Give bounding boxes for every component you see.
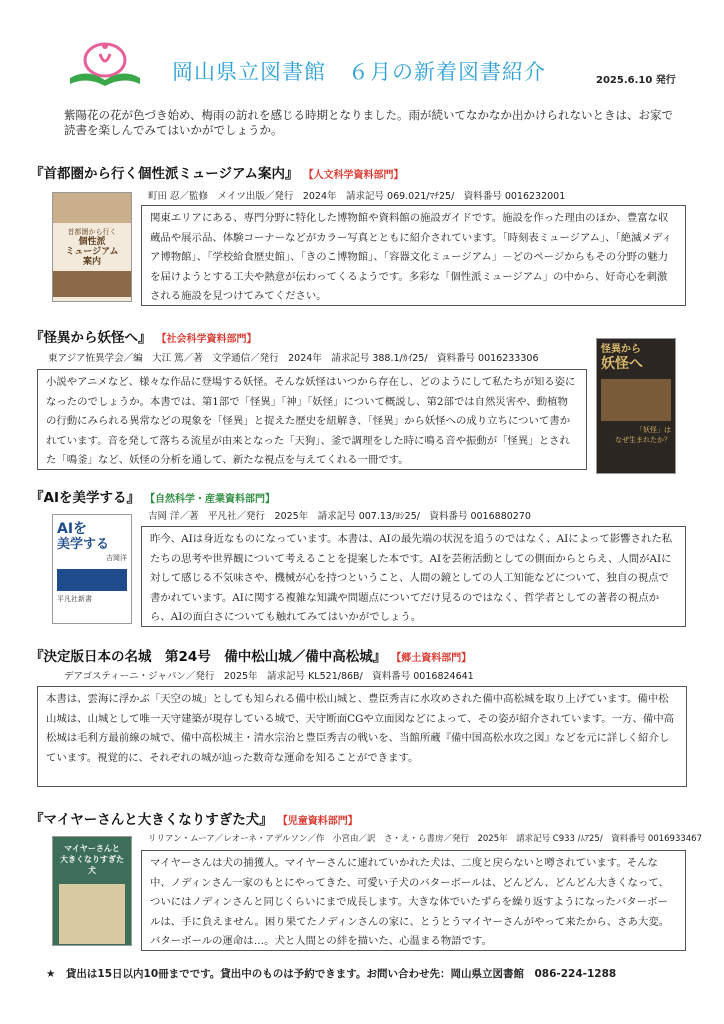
- book-1-description: 関東エリアにある、専門分野に特化した博物館や資料館の施設ガイドです。施設を作った理由のほか、豊富な収蔵品や展示品、体験コーナーなどがカラー写真とともに紹介されています。「時刻表ミュージアム」、「絶滅メディア博物館」、「学校給食歴史館」、「きのこ博物館」、「容器文化ミュージアム」－どのページからもその分野の魅力を届けようとする工夫や熱意が伝わってくるようです。多彩な「個性派ミュージアム」の中から、好奇心を刺激される施設を見つけてみてください。: [141, 205, 686, 306]
- book-5-title: 『マイヤーさんと大きくなりすぎた犬』: [30, 812, 273, 828]
- book-2-heading: [30, 326, 257, 346]
- book-3-cover-line: AIを: [57, 521, 88, 537]
- book-4-title: 『決定版日本の名城 第24号 備中松山城／備中高松城』: [30, 649, 387, 665]
- book-3-cover-line: 平凡社新書: [57, 595, 92, 603]
- book-4-dept: 【郷土資料部門】: [396, 653, 472, 664]
- book-5-cover: [52, 836, 132, 946]
- book-3-heading: [30, 486, 275, 506]
- book-1-cover-line: 案内: [82, 257, 101, 267]
- book-3-description: 昨今、AIは身近なものになっています。本書は、AIの最先端の状況を追うのではなく、AIによって影響された私たちの思考や世界観について考えることを提案した本です。AIを芸術活動としての側面からとらえ、人間がAIに対して感じる不気味さや、機械が心を持つということ、人間の鏡としての人工知能などについて、独自の視点で書かれています。AIに関する複雑な知識や問題点についてだけ見るのではなく、哲学者としての著者の視点から、AIの面白さについても触れてみてはいかがでしょう。: [141, 526, 686, 627]
- book-1-cover: [52, 192, 132, 302]
- intro-text: 紫陽花の花が色づき始め、梅雨の訪れを感じる時期となりました。雨が続いてなかなか出かけられないときは、お家で読書を楽しんでみてはいかがでしょうか。: [64, 108, 674, 137]
- book-2-cover-line: 怪異から: [601, 344, 641, 355]
- book-2-title: 『怪異から妖怪へ』: [30, 330, 152, 346]
- library-logo: [62, 38, 148, 90]
- book-4-description: 本書は、雲海に浮かぶ「天空の城」としても知られる備中松山城と、豊臣秀吉に水攻めされた備中高松城を取り上げています。備中松山城は、山城として唯一天守建築が現存している城で、天守断面CGや立面図などによって、その姿が紹介されています。一方、備中高松城は毛利方最前線の城で、備中高松城主・清水宗治と豊臣秀吉の戦いを、当館所蔵『備中国高松水攻之図』などを元に詳しく紹介しています。視覚的に、それぞれの城が辿った数奇な運命を知ることができます。: [37, 686, 687, 787]
- book-4-meta: デアゴスティーニ・ジャパン／発行 2025年 請求記号 KL521/86B/ 資料番号 0016824641: [64, 671, 474, 682]
- book-2-cover-line: 妖怪へ: [601, 356, 643, 372]
- book-2-dept: 【社会科学資料部門】: [161, 334, 257, 345]
- footer-note: ★ 貸出は15日以内10冊までです。貸出中のものは予約できます。お問い合わせ先：岡山県立図書館 086-224-1288: [46, 968, 617, 980]
- book-1-cover-line: 個性派: [78, 237, 106, 247]
- book-1-cover-line: ミュージアム: [65, 247, 119, 257]
- book-2-cover: [596, 338, 676, 474]
- book-3-cover: [52, 514, 132, 624]
- book-5-cover-line: マイヤーさんと: [64, 844, 120, 853]
- book-1-title: 『首都圏から行く個性派ミュージアム案内』: [30, 166, 299, 182]
- book-5-cover-line: 大きくなりすぎた犬: [60, 855, 124, 875]
- book-1-heading: [30, 162, 404, 182]
- book-5-meta: リリアン・ムーア／レオーネ・アデルソン／作 小宮由／訳 さ・え・ら書房／発行 2025年 請求記号 C933 /ﾑｱ25/ 資料番号 0016933467: [148, 834, 702, 844]
- book-5-description: マイヤーさんは犬の捕獲人。マイヤーさんに連れていかれた犬は、二度と戻らないと噂されています。そんな中、ノディンさん一家のもとにやってきた、可愛い子犬のバターボールは、どんどん、どんどん大きくなって、ついにはノディンさんと同じくらいにまで成長します。大きな体でいたずらを繰り返すようになったバターボールは、手に負えません。困り果てたノディンさんの家に、とうとうマイヤーさんがやって来たから、さあ大変。バターボールの運命は…。犬と人間との絆を描いた、心温まる物語です。: [141, 850, 686, 951]
- book-3-cover-line: 美学する: [57, 537, 110, 552]
- book-5-heading: [30, 808, 358, 828]
- book-2-cover-line: 「妖怪」は: [636, 426, 671, 434]
- book-1-dept: 【人文科学資料部門】: [308, 170, 404, 181]
- book-5-dept: 【児童資料部門】: [282, 816, 358, 827]
- book-3-cover-line: 吉岡洋: [106, 554, 127, 562]
- book-3-title: 『AIを美学する』: [30, 490, 140, 506]
- book-3-meta: 吉岡 洋／著 平凡社／発行 2025年 請求記号 007.13/ﾖｼ25/ 資料番号 0016880270: [148, 511, 531, 522]
- book-2-meta: 東アジア恠異学会／編 大江 篤／著 文学通信／発行 2024年 請求記号 388.1/ｶｲ25/ 資料番号 0016233306: [48, 353, 539, 364]
- page-title: 岡山県立図書館 ６月の新着図書紹介: [172, 60, 546, 84]
- issue-date: 2025.6.10 発行: [596, 75, 676, 86]
- book-1-cover-line: 首都圏から行く: [67, 228, 117, 236]
- logo-graphic: [62, 38, 148, 90]
- book-2-description: 小説やアニメなど、様々な作品に登場する妖怪。そんな妖怪はいつから存在し、どのようにして私たちが知る姿になったのでしょうか。本書では、第1部で「怪異」「神」「妖怪」について概説し、第2部では自然災害や、動植物の行動にみられる異常などの現象を「怪異」と捉えた歴史を紐解き、「怪異」から妖怪への成り立ちについて書かれています。音を発して落ちる流星が由来となった「天狗」、釜で調理をした時に鳴る音や振動が「怪異」とされた「鳴釜」など、妖怪の分析を通して、新たな視点を与えてくれる一冊です。: [37, 369, 587, 470]
- book-1-meta: 町田 忍／監修 メイツ出版／発行 2024年 請求記号 069.021/ﾏﾁ25/ 資料番号 0016232001: [148, 191, 566, 202]
- book-4-heading: [30, 645, 471, 665]
- book-3-dept: 【自然科学・産業資料部門】: [149, 494, 275, 505]
- book-2-cover-line: なぜ生まれたか？: [615, 436, 671, 444]
